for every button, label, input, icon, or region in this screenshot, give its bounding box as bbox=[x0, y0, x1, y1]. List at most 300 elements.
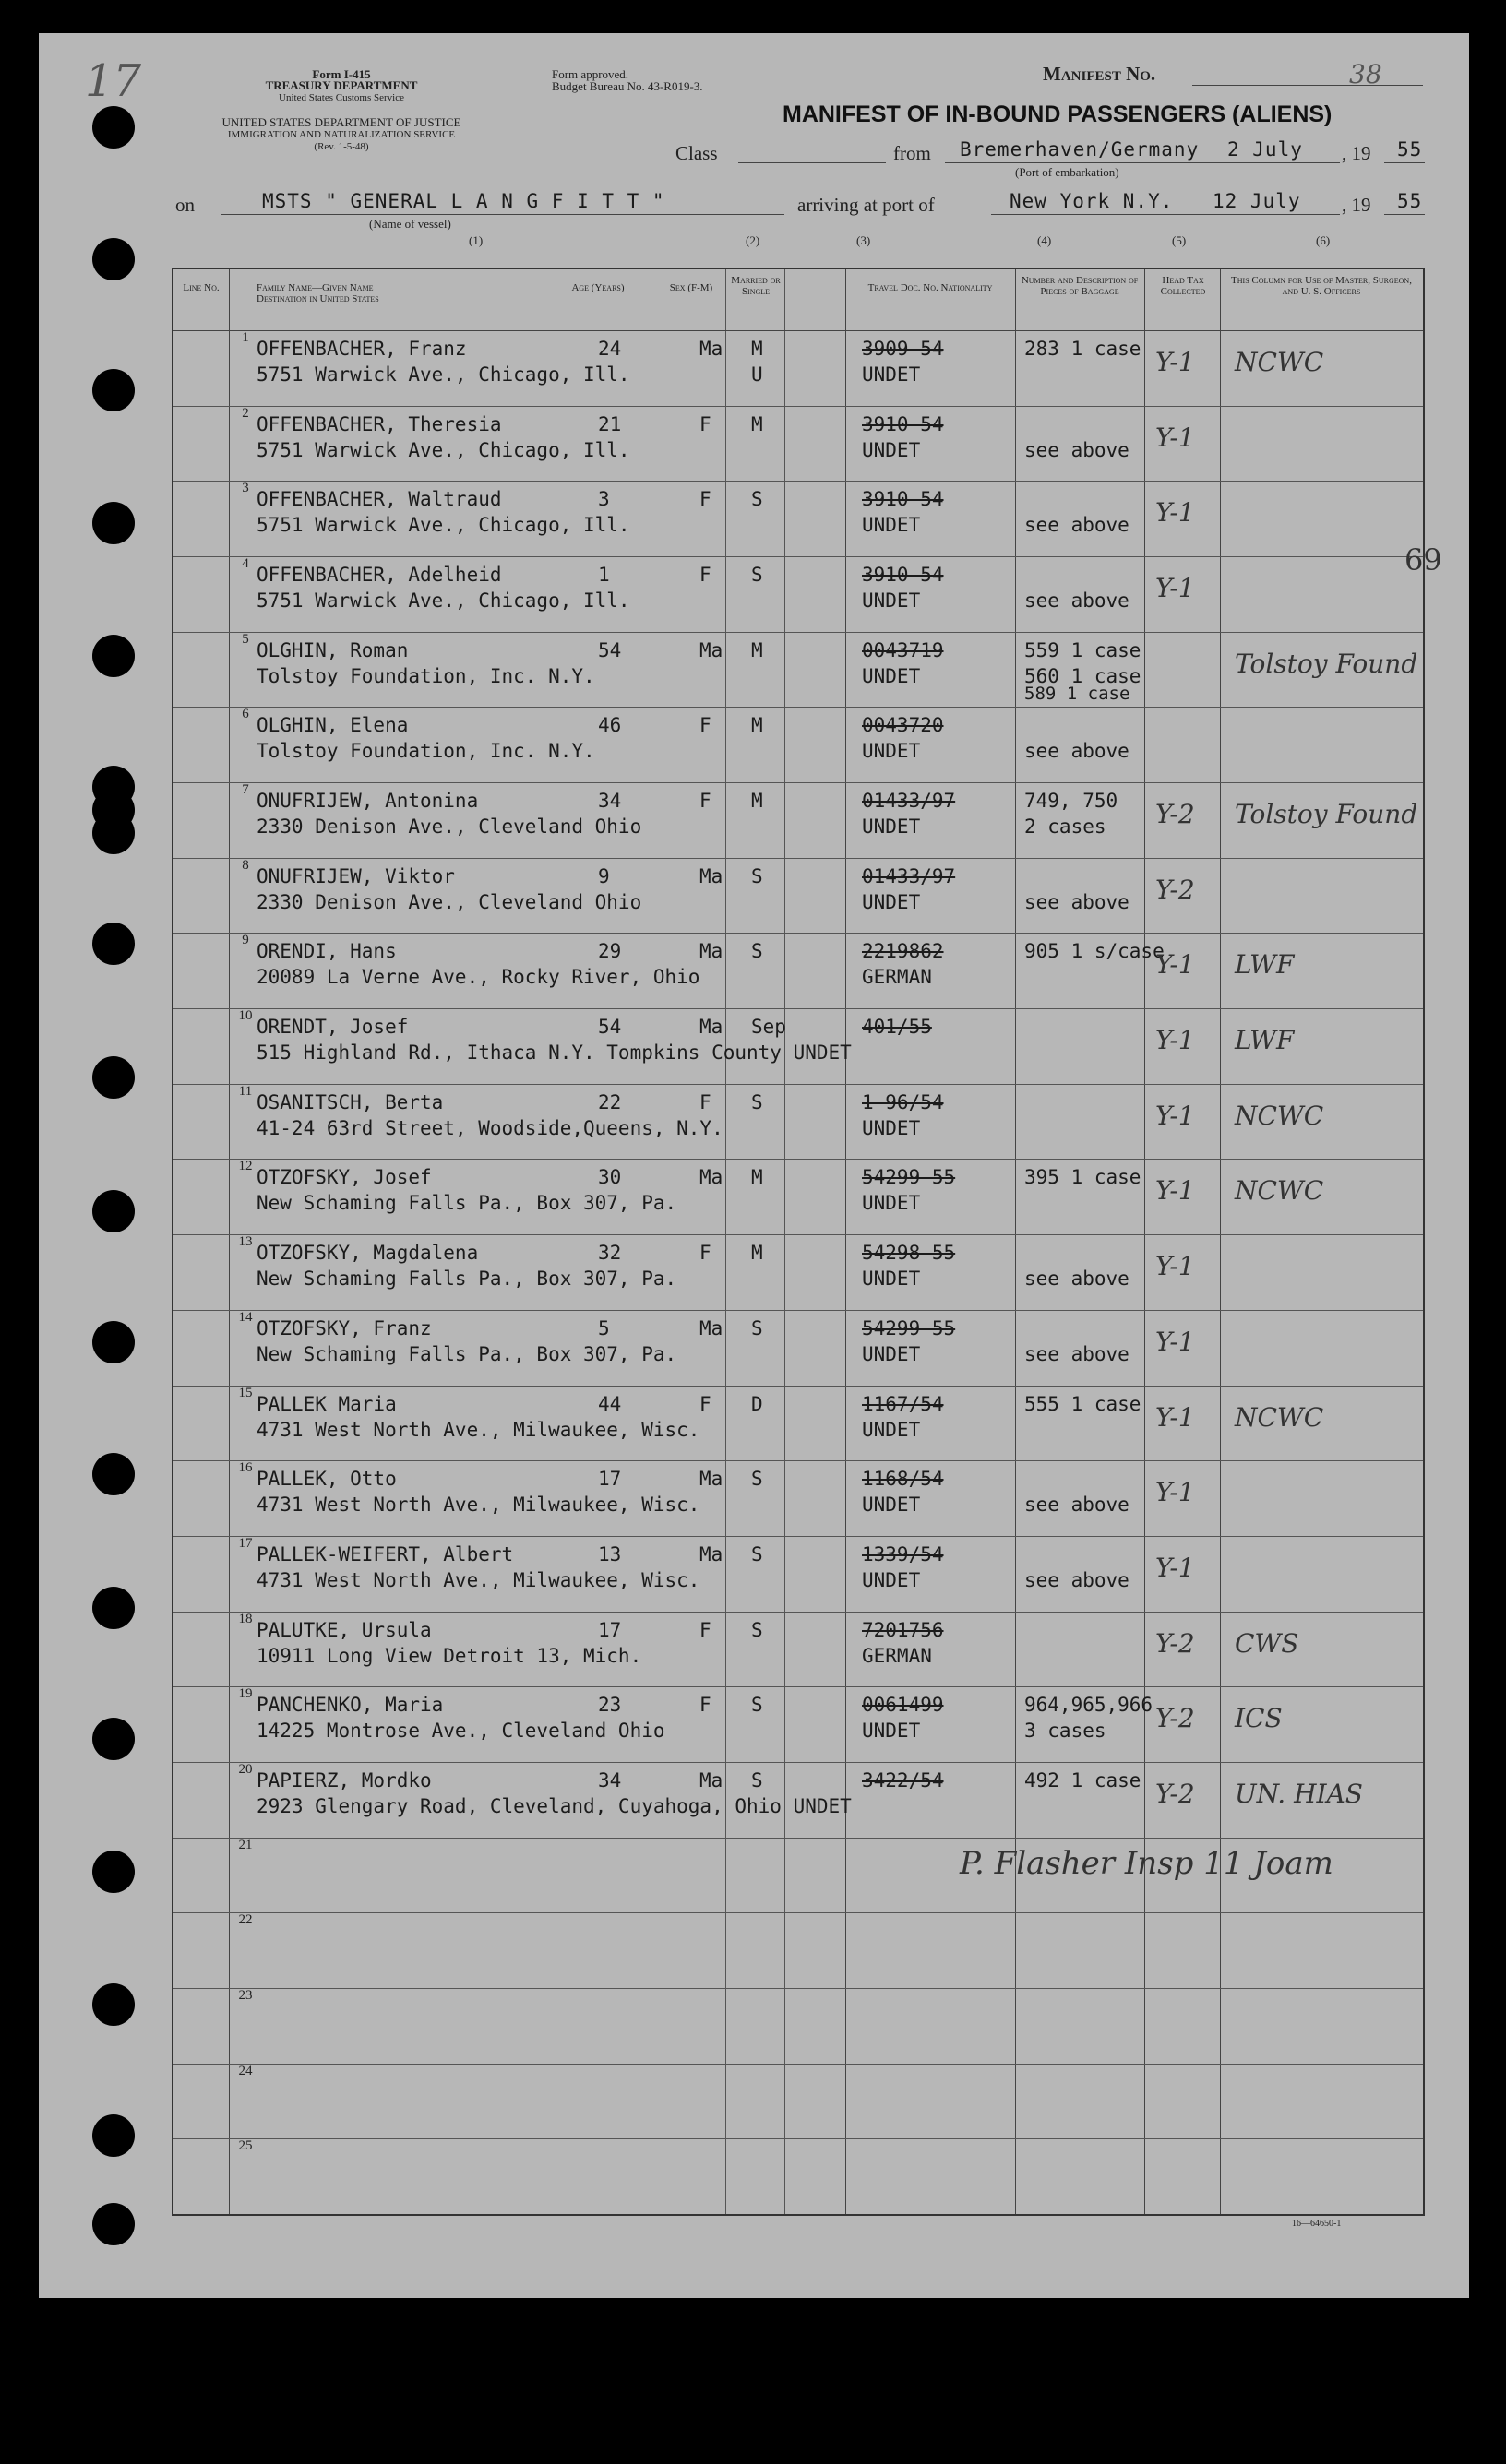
punch-hole bbox=[92, 1321, 135, 1363]
punch-hole bbox=[92, 812, 135, 854]
destination-address: 2330 Denison Ave., Cleveland Ohio bbox=[257, 815, 642, 839]
baggage-line-1: 492 1 case bbox=[1024, 1768, 1141, 1791]
baggage-line-1: 905 1 s/case bbox=[1024, 940, 1165, 963]
table-row bbox=[173, 858, 1423, 934]
baggage-line-1: 555 1 case bbox=[1024, 1392, 1141, 1415]
travel-doc-number: 3909-54 bbox=[862, 338, 944, 360]
baggage-line-1: 964,965,966 bbox=[1024, 1694, 1153, 1717]
travel-doc-number: 54299-55 bbox=[862, 1316, 956, 1339]
col-header-sex: Sex (F-M) bbox=[669, 282, 713, 293]
form-number: Form I-415 bbox=[312, 67, 371, 81]
baggage-line-2: see above bbox=[1024, 1494, 1130, 1517]
destination-address: 515 Highland Rd., Ithaca N.Y. Tompkins County UNDET bbox=[257, 1042, 852, 1065]
marital-status: M bbox=[751, 1242, 763, 1265]
travel-doc-number: 54299-55 bbox=[862, 1166, 956, 1189]
age: 30 bbox=[598, 1166, 622, 1189]
age: 21 bbox=[598, 412, 622, 435]
officer-note: NCWC bbox=[1235, 347, 1324, 377]
punch-hole bbox=[92, 923, 135, 965]
nationality: GERMAN bbox=[862, 1644, 932, 1667]
nationality: UNDET bbox=[862, 1116, 921, 1139]
destination-address: 14225 Montrose Ave., Cleveland Ohio bbox=[257, 1720, 665, 1743]
travel-doc-number: 3422/54 bbox=[862, 1768, 944, 1791]
baggage-line-1: 749, 750 bbox=[1024, 790, 1118, 813]
head-tax: Y-1 bbox=[1155, 497, 1195, 529]
line-number: 5 bbox=[242, 631, 249, 647]
marital-status: M bbox=[751, 790, 763, 813]
head-tax: Y-1 bbox=[1155, 1175, 1195, 1207]
age: 29 bbox=[598, 940, 622, 963]
head-tax: Y-1 bbox=[1155, 1401, 1195, 1433]
passenger-name: PANCHENKO, Maria bbox=[257, 1694, 444, 1717]
col-num-6: (6) bbox=[1316, 233, 1331, 247]
marital-status: D bbox=[751, 1392, 763, 1415]
marital-status: S bbox=[751, 864, 763, 887]
punch-hole bbox=[92, 238, 135, 280]
head-tax: Y-1 bbox=[1155, 949, 1195, 981]
baggage-line-3: 589 1 case bbox=[1024, 683, 1130, 704]
table-row bbox=[173, 632, 1423, 708]
officer-note: LWF bbox=[1235, 949, 1295, 981]
punch-hole bbox=[92, 1718, 135, 1760]
baggage-line-2: 560 1 case bbox=[1024, 664, 1141, 687]
col-header-age: Age (Years) bbox=[571, 282, 625, 293]
head-tax: Y-1 bbox=[1155, 422, 1195, 453]
head-tax: Y-1 bbox=[1155, 573, 1195, 604]
passenger-name: OTZOFSKY, Magdalena bbox=[257, 1242, 479, 1265]
line-number: 21 bbox=[238, 1837, 253, 1852]
marital-status: S bbox=[751, 1694, 763, 1717]
sex: Ma bbox=[699, 1166, 723, 1189]
table-row bbox=[173, 1084, 1423, 1161]
line-number: 25 bbox=[238, 2138, 253, 2154]
line-number: 19 bbox=[238, 1686, 253, 1702]
nationality: GERMAN bbox=[862, 966, 932, 989]
line-number: 14 bbox=[238, 1309, 253, 1325]
passenger-name: OFFENBACHER, Theresia bbox=[257, 412, 502, 435]
table-row bbox=[173, 1686, 1423, 1763]
baggage-line-2: see above bbox=[1024, 438, 1130, 461]
line-number: 20 bbox=[238, 1761, 253, 1777]
passenger-name: OFFENBACHER, Adelheid bbox=[257, 564, 502, 587]
marital-status: Sep bbox=[751, 1016, 786, 1039]
sex: Ma bbox=[699, 1316, 723, 1339]
table-row bbox=[173, 481, 1423, 557]
head-tax: Y-2 bbox=[1155, 874, 1195, 905]
sex: F bbox=[699, 714, 711, 737]
age: 3 bbox=[598, 488, 610, 511]
travel-doc-number: 3910-54 bbox=[862, 488, 944, 511]
line-number: 12 bbox=[238, 1159, 253, 1174]
marital-status: S bbox=[751, 1090, 763, 1113]
line-number: 23 bbox=[238, 1987, 253, 2003]
marital-status: S bbox=[751, 1542, 763, 1565]
nationality: UNDET bbox=[862, 1268, 921, 1291]
nationality: UNDET bbox=[862, 890, 921, 913]
nationality: UNDET bbox=[862, 1720, 921, 1743]
destination-address: 4731 West North Ave., Milwaukee, Wisc. bbox=[257, 1494, 700, 1517]
nationality: UNDET bbox=[862, 815, 921, 839]
age: 9 bbox=[598, 864, 610, 887]
nationality: UNDET bbox=[862, 740, 921, 763]
marital-status: M bbox=[751, 412, 763, 435]
col-header-name: Family Name—Given Name Destination in United States bbox=[257, 282, 379, 304]
destination-address: Tolstoy Foundation, Inc. N.Y. bbox=[257, 740, 595, 763]
arrival-date: 12 July bbox=[1213, 190, 1301, 212]
passenger-name: PALUTKE, Ursula bbox=[257, 1618, 432, 1641]
travel-doc-number: 1-96/54 bbox=[862, 1090, 944, 1113]
table-row bbox=[173, 1310, 1423, 1387]
budget-bureau: Budget Bureau No. 43-R019-3. bbox=[552, 79, 703, 93]
marital-status-2: U bbox=[751, 363, 763, 386]
travel-doc-number: 2219862 bbox=[862, 940, 944, 963]
port-embark-note: (Port of embarkation) bbox=[1015, 165, 1119, 179]
age: 54 bbox=[598, 638, 622, 661]
travel-doc-number: 0061499 bbox=[862, 1694, 944, 1717]
passenger-name: OSANITSCH, Berta bbox=[257, 1090, 444, 1113]
col-header-married: Married or Single bbox=[731, 275, 781, 297]
travel-doc-number: 7201756 bbox=[862, 1618, 944, 1641]
rev: (Rev. 1-5-48) bbox=[314, 141, 369, 152]
sex: Ma bbox=[699, 1468, 723, 1491]
age: 46 bbox=[598, 714, 622, 737]
passenger-name: PAPIERZ, Mordko bbox=[257, 1768, 432, 1791]
table-row bbox=[173, 556, 1423, 633]
nationality: UNDET bbox=[862, 1494, 921, 1517]
baggage-line-1: 559 1 case bbox=[1024, 638, 1141, 661]
head-tax: Y-1 bbox=[1155, 1552, 1195, 1583]
form-code: 16—64650-1 bbox=[1292, 2219, 1342, 2229]
head-tax: Y-1 bbox=[1155, 1025, 1195, 1056]
passenger-name: OLGHIN, Elena bbox=[257, 714, 409, 737]
table-row bbox=[173, 2064, 1423, 2140]
col-num-1: (1) bbox=[469, 233, 484, 247]
col-header-baggage: Number and Description of Pieces of Baggage bbox=[1021, 275, 1139, 297]
table-row bbox=[173, 1988, 1423, 2065]
col-num-4: (4) bbox=[1037, 233, 1052, 247]
vessel-note: (Name of vessel) bbox=[369, 217, 451, 231]
line-number: 8 bbox=[242, 857, 249, 873]
from-year-prefix: , 19 bbox=[1342, 142, 1371, 164]
passenger-name: ORENDT, Josef bbox=[257, 1016, 409, 1039]
from-label: from bbox=[893, 142, 931, 164]
sex: F bbox=[699, 790, 711, 813]
baggage-line-2: see above bbox=[1024, 1268, 1130, 1291]
punch-hole bbox=[92, 2114, 135, 2157]
line-number: 17 bbox=[238, 1535, 253, 1551]
age: 32 bbox=[598, 1242, 622, 1265]
arrival-year: 55 bbox=[1397, 190, 1423, 212]
nationality: UNDET bbox=[862, 664, 921, 687]
col-header-tax: Head Tax Collected bbox=[1160, 275, 1206, 297]
nationality: UNDET bbox=[862, 589, 921, 613]
table-row bbox=[173, 1762, 1423, 1839]
travel-doc-number: 0043720 bbox=[862, 714, 944, 737]
baggage-line-2: see above bbox=[1024, 1342, 1130, 1365]
age: 24 bbox=[598, 338, 622, 360]
table-row bbox=[173, 1912, 1423, 1989]
punch-hole bbox=[92, 106, 135, 149]
arrival-port: New York N.Y. bbox=[1010, 190, 1174, 212]
destination-address: 5751 Warwick Ave., Chicago, Ill. bbox=[257, 514, 630, 537]
age: 54 bbox=[598, 1016, 622, 1039]
sex: F bbox=[699, 564, 711, 587]
table-row bbox=[173, 707, 1423, 783]
line-number: 4 bbox=[242, 556, 249, 572]
marital-status: M bbox=[751, 714, 763, 737]
passenger-name: PALLEK Maria bbox=[257, 1392, 397, 1415]
officer-note: Tolstoy Found bbox=[1235, 648, 1418, 679]
passenger-name: OTZOFSKY, Josef bbox=[257, 1166, 432, 1189]
marital-status: S bbox=[751, 488, 763, 511]
travel-doc-number: 01433/97 bbox=[862, 790, 956, 813]
marital-status: S bbox=[751, 1768, 763, 1791]
travel-doc-number: 401/55 bbox=[862, 1016, 932, 1039]
ins: IMMIGRATION AND NATURALIZATION SERVICE bbox=[227, 129, 456, 140]
travel-doc-number: 1168/54 bbox=[862, 1468, 944, 1491]
line-number: 10 bbox=[238, 1008, 253, 1024]
table-row bbox=[173, 1159, 1423, 1235]
inspector-note: P. Flasher Insp 11 Joam bbox=[960, 1845, 1333, 1882]
officer-note: UN. HIAS bbox=[1235, 1778, 1363, 1809]
age: 23 bbox=[598, 1694, 622, 1717]
sex: Ma bbox=[699, 638, 723, 661]
nationality: UNDET bbox=[862, 1342, 921, 1365]
head-tax: Y-1 bbox=[1155, 1326, 1195, 1357]
sex: F bbox=[699, 1242, 711, 1265]
head-tax: Y-2 bbox=[1155, 799, 1195, 830]
baggage-line-2: 3 cases bbox=[1024, 1720, 1106, 1743]
table-row bbox=[173, 1460, 1423, 1537]
age: 5 bbox=[598, 1316, 610, 1339]
table-row bbox=[173, 1386, 1423, 1462]
passenger-name: ORENDI, Hans bbox=[257, 940, 397, 963]
class-label: Class bbox=[675, 142, 718, 164]
age: 13 bbox=[598, 1542, 622, 1565]
destination-address: 5751 Warwick Ave., Chicago, Ill. bbox=[257, 363, 630, 386]
travel-doc-number: 01433/97 bbox=[862, 864, 956, 887]
sex: Ma bbox=[699, 1542, 723, 1565]
passenger-table bbox=[172, 268, 1425, 2216]
on-label: on bbox=[175, 194, 195, 216]
marital-status: M bbox=[751, 338, 763, 360]
table-row bbox=[173, 330, 1423, 407]
nationality: UNDET bbox=[862, 1568, 921, 1591]
punch-hole bbox=[92, 2203, 135, 2245]
customs-service: United States Customs Service bbox=[279, 92, 404, 103]
punch-hole bbox=[92, 1851, 135, 1893]
destination-address: 2923 Glengary Road, Cleveland, Cuyahoga, Ohio UNDET bbox=[257, 1794, 852, 1817]
col-header-officers: This Column for Use of Master, Surgeon, and U. S. Officers bbox=[1231, 275, 1412, 297]
passenger-name: ONUFRIJEW, Viktor bbox=[257, 864, 455, 887]
sex: F bbox=[699, 1694, 711, 1717]
age: 34 bbox=[598, 1768, 622, 1791]
line-number: 18 bbox=[238, 1611, 253, 1626]
page-title: MANIFEST OF IN-BOUND PASSENGERS (ALIENS) bbox=[783, 101, 1333, 127]
table-row bbox=[173, 782, 1423, 859]
passenger-name: OTZOFSKY, Franz bbox=[257, 1316, 432, 1339]
nationality: UNDET bbox=[862, 1418, 921, 1441]
line-number: 2 bbox=[242, 405, 249, 421]
table-row bbox=[173, 933, 1423, 1009]
marital-status: S bbox=[751, 1316, 763, 1339]
officer-note: LWF bbox=[1235, 1025, 1295, 1056]
baggage-line-1: 395 1 case bbox=[1024, 1166, 1141, 1189]
destination-address: New Schaming Falls Pa., Box 307, Pa. bbox=[257, 1192, 677, 1215]
passenger-name: ONUFRIJEW, Antonina bbox=[257, 790, 479, 813]
age: 17 bbox=[598, 1618, 622, 1641]
officer-note: NCWC bbox=[1235, 1100, 1324, 1131]
col-num-5: (5) bbox=[1172, 233, 1187, 247]
table-row bbox=[173, 2138, 1423, 2214]
nationality: UNDET bbox=[862, 363, 921, 386]
sex: F bbox=[699, 1392, 711, 1415]
marital-status: S bbox=[751, 1468, 763, 1491]
table-row bbox=[173, 1536, 1423, 1613]
head-tax: Y-1 bbox=[1155, 347, 1195, 377]
destination-address: 5751 Warwick Ave., Chicago, Ill. bbox=[257, 589, 630, 613]
arriving-label: arriving at port of bbox=[797, 194, 935, 216]
age: 1 bbox=[598, 564, 610, 587]
sex: F bbox=[699, 488, 711, 511]
manifest-no-label: Manifest No. bbox=[1043, 63, 1156, 85]
punch-hole bbox=[92, 1056, 135, 1099]
head-tax: Y-1 bbox=[1155, 1251, 1195, 1282]
passenger-name: OFFENBACHER, Franz bbox=[257, 338, 467, 360]
officer-note: NCWC bbox=[1235, 1401, 1324, 1433]
nationality: UNDET bbox=[862, 438, 921, 461]
head-tax: Y-1 bbox=[1155, 1100, 1195, 1131]
destination-address: 2330 Denison Ave., Cleveland Ohio bbox=[257, 890, 642, 913]
head-tax: Y-1 bbox=[1155, 1477, 1195, 1508]
destination-address: 10911 Long View Detroit 13, Mich. bbox=[257, 1644, 642, 1667]
marital-status: M bbox=[751, 638, 763, 661]
table-row bbox=[173, 1234, 1423, 1311]
marital-status: M bbox=[751, 1166, 763, 1189]
travel-doc-number: 0043719 bbox=[862, 638, 944, 661]
from-date: 2 July bbox=[1227, 138, 1303, 161]
table-body bbox=[173, 330, 1423, 2214]
passenger-name: PALLEK-WEIFERT, Albert bbox=[257, 1542, 514, 1565]
punch-hole bbox=[92, 1587, 135, 1629]
destination-address: 4731 West North Ave., Milwaukee, Wisc. bbox=[257, 1418, 700, 1441]
baggage-line-2: see above bbox=[1024, 740, 1130, 763]
manifest-no-value: 38 bbox=[1349, 59, 1382, 89]
punch-hole bbox=[92, 369, 135, 411]
arrival-year-prefix: , 19 bbox=[1342, 194, 1371, 216]
line-number: 1 bbox=[242, 330, 249, 345]
passenger-name: OLGHIN, Roman bbox=[257, 638, 409, 661]
line-number: 9 bbox=[242, 933, 249, 948]
line-number: 11 bbox=[238, 1083, 253, 1099]
punch-hole bbox=[92, 502, 135, 544]
col-num-2: (2) bbox=[746, 233, 760, 247]
line-number: 13 bbox=[238, 1234, 253, 1250]
age: 17 bbox=[598, 1468, 622, 1491]
side-number: 69 bbox=[1404, 542, 1442, 577]
sex: F bbox=[699, 1618, 711, 1641]
punch-hole bbox=[92, 1983, 135, 2026]
col-header-line: Line No. bbox=[183, 282, 220, 293]
col-num-3: (3) bbox=[856, 233, 871, 247]
baggage-line-2: see above bbox=[1024, 514, 1130, 537]
treasury-dept: TREASURY DEPARTMENT bbox=[265, 78, 418, 92]
sex: Ma bbox=[699, 940, 723, 963]
line-number: 15 bbox=[238, 1385, 253, 1400]
sex: Ma bbox=[699, 1016, 723, 1039]
age: 22 bbox=[598, 1090, 622, 1113]
officer-note: CWS bbox=[1235, 1627, 1299, 1659]
sex: Ma bbox=[699, 864, 723, 887]
corner-mark: 17 bbox=[85, 55, 142, 107]
sex: F bbox=[699, 412, 711, 435]
sex: Ma bbox=[699, 338, 723, 360]
destination-address: 20089 La Verne Ave., Rocky River, Ohio bbox=[257, 966, 700, 989]
officer-note: Tolstoy Found bbox=[1235, 799, 1418, 830]
baggage-line-2: see above bbox=[1024, 890, 1130, 913]
punch-hole bbox=[92, 1453, 135, 1495]
sex: Ma bbox=[699, 1768, 723, 1791]
head-tax: Y-2 bbox=[1155, 1778, 1195, 1809]
destination-address: 4731 West North Ave., Milwaukee, Wisc. bbox=[257, 1568, 700, 1591]
marital-status: S bbox=[751, 564, 763, 587]
from-year: 55 bbox=[1397, 138, 1423, 161]
line-number: 7 bbox=[242, 782, 249, 798]
baggage-line-2: see above bbox=[1024, 589, 1130, 613]
from-port: Bremerhaven/Germany bbox=[960, 138, 1200, 161]
destination-address: 5751 Warwick Ave., Chicago, Ill. bbox=[257, 438, 630, 461]
travel-doc-number: 1167/54 bbox=[862, 1392, 944, 1415]
baggage-line-2: see above bbox=[1024, 1568, 1130, 1591]
line-number: 22 bbox=[238, 1912, 253, 1928]
travel-doc-number: 3910-54 bbox=[862, 412, 944, 435]
travel-doc-number: 1339/54 bbox=[862, 1542, 944, 1565]
marital-status: S bbox=[751, 1618, 763, 1641]
officer-note: NCWC bbox=[1235, 1175, 1324, 1207]
age: 44 bbox=[598, 1392, 622, 1415]
form-approved: Form approved. bbox=[552, 67, 629, 81]
destination-address: New Schaming Falls Pa., Box 307, Pa. bbox=[257, 1342, 677, 1365]
officer-note: ICS bbox=[1235, 1703, 1283, 1734]
table-row bbox=[173, 1008, 1423, 1085]
passenger-name: PALLEK, Otto bbox=[257, 1468, 397, 1491]
destination-address: New Schaming Falls Pa., Box 307, Pa. bbox=[257, 1268, 677, 1291]
line-number: 16 bbox=[238, 1460, 253, 1476]
col-header-travel: Travel Doc. No. Nationality bbox=[867, 282, 993, 293]
punch-hole bbox=[92, 635, 135, 677]
table-row bbox=[173, 1612, 1423, 1688]
nationality: UNDET bbox=[862, 514, 921, 537]
line-number: 6 bbox=[242, 707, 249, 722]
head-tax: Y-2 bbox=[1155, 1703, 1195, 1734]
line-number: 24 bbox=[238, 2063, 253, 2078]
destination-address: Tolstoy Foundation, Inc. N.Y. bbox=[257, 664, 595, 687]
vessel-name: MSTS " GENERAL L A N G F I T T " bbox=[262, 190, 665, 212]
marital-status: S bbox=[751, 940, 763, 963]
baggage-line-1: 283 1 case bbox=[1024, 338, 1141, 360]
travel-doc-number: 54298-55 bbox=[862, 1242, 956, 1265]
table-row bbox=[173, 406, 1423, 482]
age: 34 bbox=[598, 790, 622, 813]
doj: UNITED STATES DEPARTMENT OF JUSTICE bbox=[221, 115, 461, 129]
passenger-name: OFFENBACHER, Waltraud bbox=[257, 488, 502, 511]
travel-doc-number: 3910-54 bbox=[862, 564, 944, 587]
head-tax: Y-2 bbox=[1155, 1627, 1195, 1659]
sex: F bbox=[699, 1090, 711, 1113]
punch-hole bbox=[92, 1190, 135, 1232]
baggage-line-2: 2 cases bbox=[1024, 815, 1106, 839]
destination-address: 41-24 63rd Street, Woodside,Queens, N.Y. bbox=[257, 1116, 723, 1139]
